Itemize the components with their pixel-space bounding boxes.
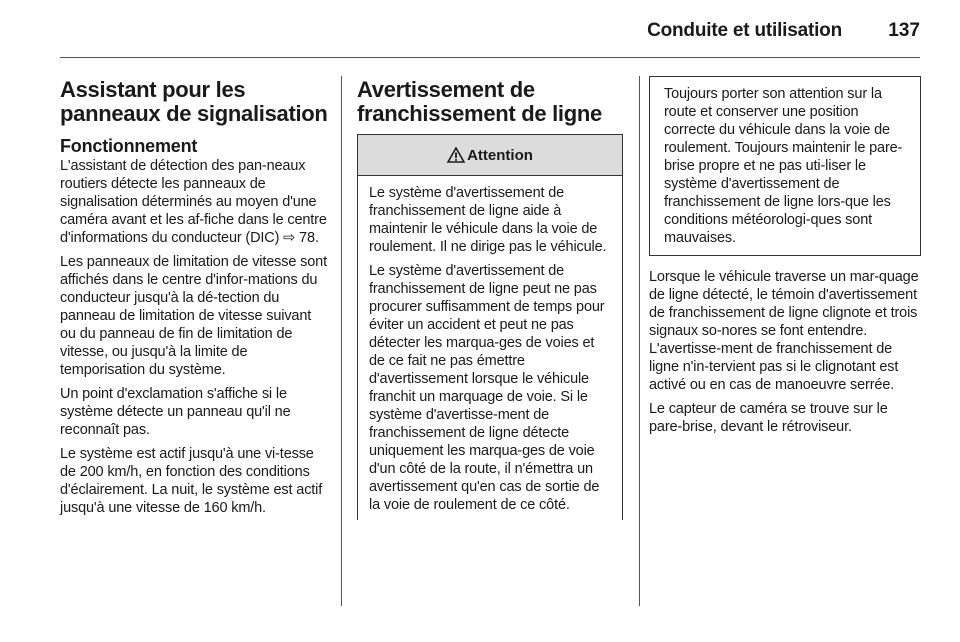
page-header xyxy=(60,20,920,46)
paragraph: Les panneaux de limitation de vitesse sont affichés dans le centre d'infor-mations du conducteur jusqu'à la dé-tection du panneau de limitation de vitesse suivant ou du panneau de fin de limitation de vitesse, ou jusqu'à la limite de temporisation du système. xyxy=(60,254,327,378)
paragraph: Le capteur de caméra se trouve sur le pare-brise, devant le rétroviseur. xyxy=(649,401,888,435)
header-rule xyxy=(60,57,920,58)
notice-paragraph: Le système d'avertissement de franchissement de ligne aide à maintenir le véhicule dans la voie de roulement. Il ne dirige pas le véhicule. xyxy=(369,185,607,255)
attention-notice-body xyxy=(358,176,622,520)
attention-notice-header xyxy=(358,134,622,176)
notice-paragraph: Toujours porter son attention sur la route et conserver une position correcte du véhicule dans la voie de roulement. Toujours maintenir le pare-brise propre et ne pas uti-liser le système d'avertissement de franchissement de ligne lors-que les conditions météorologi-ques sont mauvaises. xyxy=(664,86,903,246)
column-2 xyxy=(357,78,625,520)
notice-paragraph: Le système d'avertissement de franchissement de ligne peut ne pas procurer suffisamment de temps pour éviter un accident et peut ne pas détecter les marqua-ges de voies et de ce fait ne pas émettre d'avertissement lorsque le véhicule franchit un marquage de voie. Si le système d'avertisse-ment de franchissement de ligne détecte uniquement les marqua-ges de voie d'un côté de la route, il n'émettra un avertissement qu'en cas de sortie de la voie de roulement de ce côté. xyxy=(369,263,605,513)
subheading-operation: Fonctionnement xyxy=(60,136,198,156)
paragraph: L'assistant de détection des pan-neaux routiers détecte les panneaux de signalisation déterminés au moyen d'une caméra avant et les af-fiche dans le centre d'informations du conducteur (DIC) ⇨ 78. xyxy=(60,158,327,246)
page-number: 137 xyxy=(888,20,920,41)
warning-triangle-icon xyxy=(447,147,465,163)
column-divider-2 xyxy=(639,76,640,606)
chapter-title: Conduite et utilisation xyxy=(647,20,842,41)
section-heading-lane-departure-warning: Avertissement de franchissement de ligne xyxy=(357,77,602,126)
column-divider-1 xyxy=(341,76,342,606)
paragraph: Le système est actif jusqu'à une vi-tesse de 200 km/h, en fonction des conditions d'éclairement. La nuit, le système est actif jusqu'à une vitesse de 160 km/h. xyxy=(60,446,323,516)
attention-notice xyxy=(357,134,623,520)
attention-notice-continued xyxy=(649,76,921,256)
column-3 xyxy=(649,76,921,442)
section-heading-traffic-sign-assistant: Assistant pour les panneaux de signalisation xyxy=(60,77,328,126)
paragraph: Un point d'exclamation s'affiche si le système détecte un panneau qu'il ne reconnaît pas. xyxy=(60,386,291,438)
paragraph: Lorsque le véhicule traverse un mar-quage de ligne détecté, le témoin d'avertissement de franchissement de ligne clignote et trois signaux so-nores se font entendre. L'avertisse-ment de franchissement de ligne n'in-tervient pas si le clignotant est activé ou en cas de manoeuvre serrée. xyxy=(649,269,919,393)
attention-label: Attention xyxy=(467,146,533,164)
column-1 xyxy=(60,78,328,523)
